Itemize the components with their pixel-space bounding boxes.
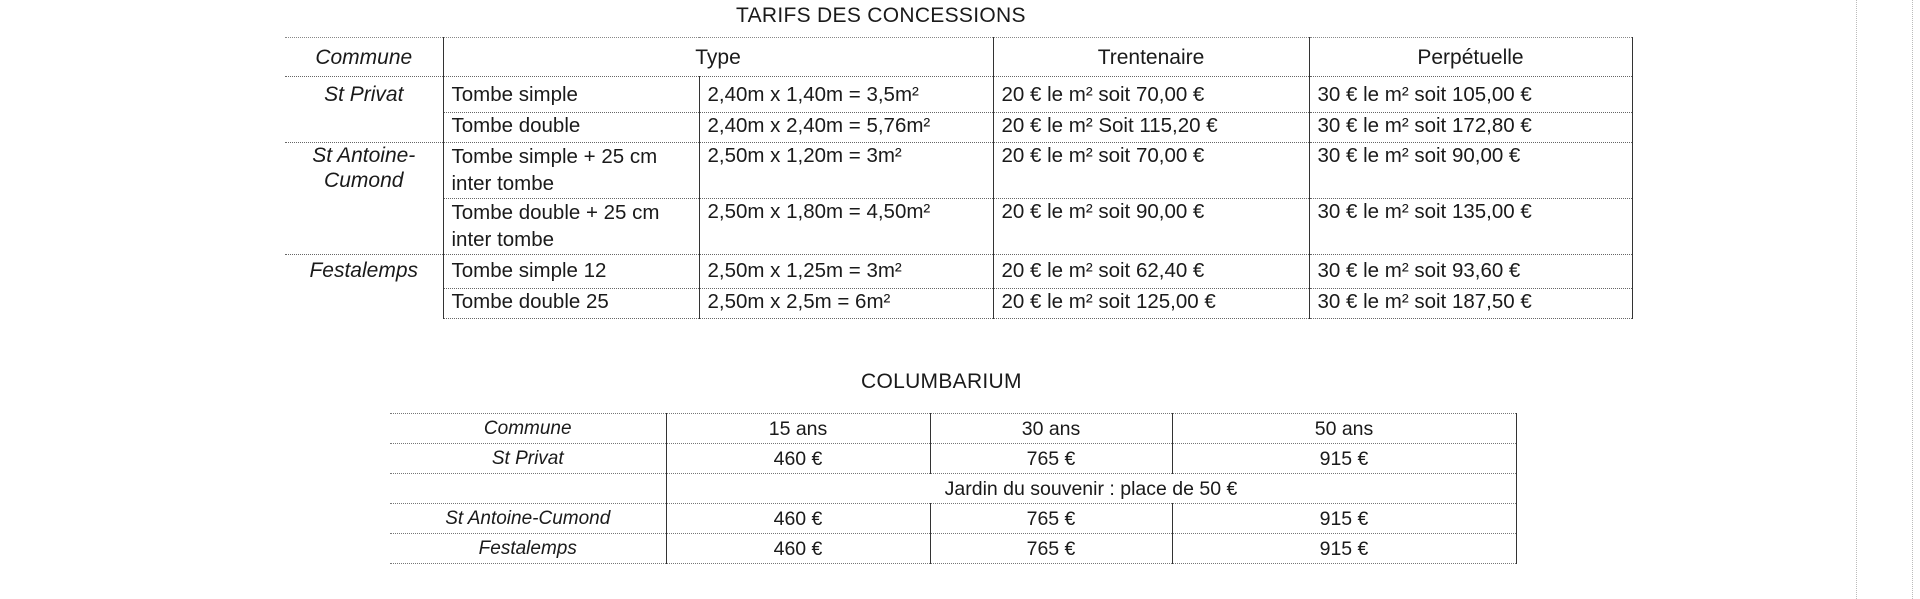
dimension-cell: 2,50m x 1,20m = 3m² bbox=[699, 143, 993, 199]
price-50-cell: 915 € bbox=[1172, 504, 1516, 534]
commune-cell: Festalemps bbox=[390, 534, 666, 564]
commune-cell: St Antoine-Cumond bbox=[285, 143, 443, 255]
table-row bbox=[285, 143, 1632, 199]
price-30-cell: 765 € bbox=[930, 444, 1172, 474]
concessions-table bbox=[285, 37, 1633, 319]
trentenaire-cell: 20 € le m² soit 90,00 € bbox=[993, 199, 1309, 255]
commune-cell: St Privat bbox=[390, 444, 666, 474]
commune-cell: St Privat bbox=[285, 77, 443, 143]
header-30-ans: 30 ans bbox=[930, 414, 1172, 444]
columbarium-title: COLUMBARIUM bbox=[861, 370, 1022, 393]
header-commune: Commune bbox=[285, 38, 443, 77]
commune-cell: Festalemps bbox=[285, 255, 443, 319]
price-30-cell: 765 € bbox=[930, 504, 1172, 534]
perpetuelle-cell: 30 € le m² soit 135,00 € bbox=[1309, 199, 1632, 255]
dimension-cell: 2,50m x 2,5m = 6m² bbox=[699, 289, 993, 319]
perpetuelle-cell: 30 € le m² soit 105,00 € bbox=[1309, 77, 1632, 113]
perpetuelle-cell: 30 € le m² soit 93,60 € bbox=[1309, 255, 1632, 289]
perpetuelle-cell: 30 € le m² soit 187,50 € bbox=[1309, 289, 1632, 319]
trentenaire-cell: 20 € le m² soit 125,00 € bbox=[993, 289, 1309, 319]
trentenaire-cell: 20 € le m² soit 62,40 € bbox=[993, 255, 1309, 289]
type-cell: Tombe double 25 bbox=[443, 289, 699, 319]
trentenaire-cell: 20 € le m² Soit 115,20 € bbox=[993, 113, 1309, 143]
dimension-cell: 2,50m x 1,25m = 3m² bbox=[699, 255, 993, 289]
price-15-cell: 460 € bbox=[666, 534, 930, 564]
columbarium-header-row bbox=[390, 414, 1516, 444]
table-row bbox=[390, 474, 1516, 504]
header-trentenaire: Trentenaire bbox=[993, 38, 1309, 77]
table-row bbox=[285, 199, 1632, 255]
price-50-cell: 915 € bbox=[1172, 444, 1516, 474]
columbarium-table bbox=[390, 413, 1517, 564]
concessions-header-row bbox=[285, 38, 1632, 77]
price-15-cell: 460 € bbox=[666, 504, 930, 534]
table-row bbox=[390, 504, 1516, 534]
table-row bbox=[285, 255, 1632, 289]
type-cell: Tombe simple + 25 cm inter tombe bbox=[443, 143, 699, 199]
type-cell: Tombe double + 25 cm inter tombe bbox=[443, 199, 699, 255]
jardin-souvenir-cell: Jardin du souvenir : place de 50 € bbox=[666, 474, 1516, 504]
header-commune: Commune bbox=[390, 414, 666, 444]
table-row bbox=[285, 289, 1632, 319]
type-cell: Tombe simple bbox=[443, 77, 699, 113]
header-type: Type bbox=[443, 38, 993, 77]
commune-cell-empty bbox=[390, 474, 666, 504]
margin-speckle-line bbox=[1856, 0, 1857, 599]
price-50-cell: 915 € bbox=[1172, 534, 1516, 564]
dimension-cell: 2,50m x 1,80m = 4,50m² bbox=[699, 199, 993, 255]
margin-speckle-line bbox=[1912, 0, 1913, 599]
header-perpetuelle: Perpétuelle bbox=[1309, 38, 1632, 77]
trentenaire-cell: 20 € le m² soit 70,00 € bbox=[993, 77, 1309, 113]
header-15-ans: 15 ans bbox=[666, 414, 930, 444]
type-cell: Tombe simple 12 bbox=[443, 255, 699, 289]
table-row bbox=[285, 113, 1632, 143]
commune-cell: St Antoine-Cumond bbox=[390, 504, 666, 534]
table-row bbox=[285, 77, 1632, 113]
perpetuelle-cell: 30 € le m² soit 172,80 € bbox=[1309, 113, 1632, 143]
header-50-ans: 50 ans bbox=[1172, 414, 1516, 444]
concessions-title: TARIFS DES CONCESSIONS bbox=[736, 4, 1026, 27]
dimension-cell: 2,40m x 2,40m = 5,76m² bbox=[699, 113, 993, 143]
perpetuelle-cell: 30 € le m² soit 90,00 € bbox=[1309, 143, 1632, 199]
table-row bbox=[390, 534, 1516, 564]
price-15-cell: 460 € bbox=[666, 444, 930, 474]
trentenaire-cell: 20 € le m² soit 70,00 € bbox=[993, 143, 1309, 199]
table-row bbox=[390, 444, 1516, 474]
type-cell: Tombe double bbox=[443, 113, 699, 143]
price-30-cell: 765 € bbox=[930, 534, 1172, 564]
dimension-cell: 2,40m x 1,40m = 3,5m² bbox=[699, 77, 993, 113]
